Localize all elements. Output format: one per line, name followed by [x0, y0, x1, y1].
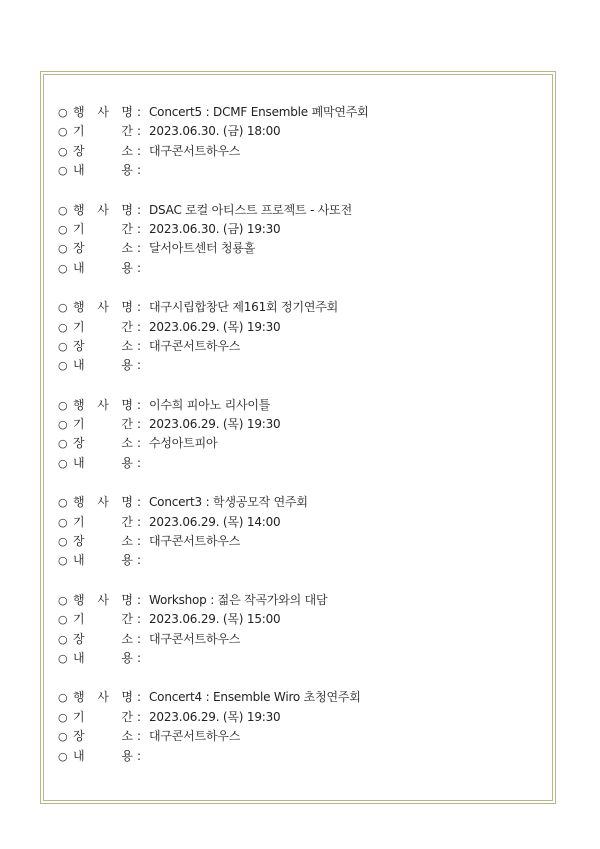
- event-name-row: [58, 396, 538, 415]
- label-char: 소: [121, 241, 133, 256]
- event-name-row: [58, 103, 538, 122]
- event-place-value: 대구콘서트하우스: [149, 338, 241, 353]
- label-char: 사: [97, 105, 109, 119]
- circle-bullet-icon: ○: [58, 261, 68, 275]
- field-colon: :: [137, 221, 142, 236]
- field-label: [73, 630, 137, 649]
- circle-bullet-icon: ○: [58, 593, 68, 607]
- circle-bullet-icon: ○: [58, 437, 68, 451]
- field-colon: :: [137, 105, 142, 119]
- circle-bullet-icon: ○: [58, 359, 68, 373]
- label-char: 장: [73, 729, 85, 744]
- event-place-value: 대구콘서트하우스: [149, 534, 241, 549]
- circle-bullet-icon: ○: [58, 651, 68, 665]
- circle-bullet-icon: ○: [58, 691, 68, 705]
- event-date-row: [58, 318, 538, 337]
- field-label: [73, 649, 137, 668]
- label-char: 용: [121, 650, 133, 665]
- label-char: 기: [73, 514, 85, 529]
- label-char: 간: [121, 514, 133, 529]
- event-place-value: 대구콘서트하우스: [149, 143, 241, 158]
- field-colon: :: [137, 592, 142, 607]
- event-name-row: [58, 688, 538, 707]
- label-char: 내: [73, 748, 85, 763]
- event-content-row: [58, 747, 538, 766]
- label-char: 소: [121, 729, 133, 744]
- field-label: [73, 396, 137, 415]
- event-date-row: [58, 513, 538, 532]
- field-colon: :: [137, 631, 142, 646]
- label-char: 내: [73, 455, 85, 470]
- label-char: 행: [73, 592, 85, 607]
- label-char: 기: [73, 124, 85, 139]
- label-char: 내: [73, 260, 85, 275]
- field-label: [73, 142, 137, 161]
- field-colon: :: [137, 163, 142, 178]
- event-content-row: [58, 551, 538, 570]
- field-colon: :: [137, 729, 142, 744]
- field-label: [73, 318, 137, 337]
- label-char: 장: [73, 436, 85, 451]
- field-colon: :: [137, 514, 142, 529]
- label-char: 사: [97, 397, 109, 412]
- field-colon: :: [137, 748, 142, 763]
- event-content-row: [58, 259, 538, 278]
- circle-bullet-icon: ○: [58, 710, 68, 724]
- label-char: 행: [73, 300, 85, 315]
- circle-bullet-icon: ○: [58, 222, 68, 236]
- label-char: 간: [121, 612, 133, 627]
- label-char: 소: [121, 631, 133, 646]
- label-char: 명: [121, 202, 133, 217]
- field-label: [73, 688, 137, 707]
- field-label: [73, 610, 137, 629]
- label-char: 내: [73, 553, 85, 568]
- event-date-row: [58, 122, 538, 141]
- field-colon: :: [137, 124, 142, 139]
- field-colon: :: [137, 397, 142, 412]
- field-colon: :: [137, 612, 142, 627]
- circle-bullet-icon: ○: [58, 730, 68, 744]
- field-label: [73, 454, 137, 473]
- label-char: 용: [121, 358, 133, 373]
- event-name-row: [58, 493, 538, 512]
- field-colon: :: [137, 202, 142, 217]
- label-char: 용: [121, 260, 133, 275]
- event-date-row: [58, 220, 538, 239]
- event-date-row: [58, 610, 538, 629]
- event-date-value: 2023.06.29. (목) 15:00: [149, 612, 281, 627]
- circle-bullet-icon: ○: [58, 496, 68, 510]
- field-label: [73, 161, 137, 180]
- label-char: 소: [121, 143, 133, 158]
- field-label: [73, 513, 137, 532]
- field-colon: :: [137, 455, 142, 470]
- field-label: [73, 532, 137, 551]
- field-label: [73, 591, 137, 610]
- circle-bullet-icon: ○: [58, 203, 68, 217]
- event-item: [58, 688, 538, 766]
- field-label: [73, 220, 137, 239]
- label-char: 용: [121, 163, 133, 178]
- label-char: 명: [121, 495, 133, 510]
- event-content-row: [58, 649, 538, 668]
- event-date-value: 2023.06.29. (목) 19:30: [149, 709, 281, 724]
- field-label: [73, 415, 137, 434]
- field-colon: :: [137, 260, 142, 275]
- label-char: 장: [73, 241, 85, 256]
- label-char: 소: [121, 436, 133, 451]
- label-char: 장: [73, 534, 85, 549]
- event-item: [58, 201, 538, 279]
- event-content-row: [58, 356, 538, 375]
- label-char: 장: [73, 143, 85, 158]
- circle-bullet-icon: ○: [58, 242, 68, 256]
- label-char: 행: [73, 690, 85, 705]
- event-name-value: 이수희 피아노 리사이틀: [149, 397, 271, 412]
- field-label: [73, 551, 137, 570]
- circle-bullet-icon: ○: [58, 632, 68, 646]
- label-char: 간: [121, 709, 133, 724]
- event-name-row: [58, 298, 538, 317]
- field-colon: :: [137, 553, 142, 568]
- circle-bullet-icon: ○: [58, 106, 68, 119]
- field-colon: :: [137, 690, 142, 705]
- field-colon: :: [137, 650, 142, 665]
- event-place-row: [58, 630, 538, 649]
- field-label: [73, 337, 137, 356]
- event-list: [58, 103, 538, 786]
- event-place-row: [58, 434, 538, 453]
- label-char: 행: [73, 397, 85, 412]
- field-label: [73, 727, 137, 746]
- event-date-row: [58, 415, 538, 434]
- circle-bullet-icon: ○: [58, 554, 68, 568]
- event-name-row: [58, 201, 538, 220]
- circle-bullet-icon: ○: [58, 125, 68, 139]
- circle-bullet-icon: ○: [58, 535, 68, 549]
- circle-bullet-icon: ○: [58, 301, 68, 315]
- label-char: 장: [73, 338, 85, 353]
- label-char: 소: [121, 534, 133, 549]
- field-label: [73, 103, 137, 122]
- field-label: [73, 708, 137, 727]
- field-colon: :: [137, 241, 142, 256]
- event-place-row: [58, 239, 538, 258]
- field-colon: :: [137, 300, 142, 315]
- field-label: [73, 122, 137, 141]
- event-item: [58, 298, 538, 376]
- label-char: 간: [121, 124, 133, 139]
- label-char: 명: [121, 300, 133, 315]
- event-place-value: 달서아트센터 청룡홀: [149, 241, 256, 256]
- field-label: [73, 434, 137, 453]
- event-date-value: 2023.06.30. (금) 18:00: [149, 124, 281, 139]
- label-char: 기: [73, 319, 85, 334]
- label-char: 장: [73, 631, 85, 646]
- label-char: 내: [73, 163, 85, 178]
- field-label: [73, 239, 137, 258]
- field-colon: :: [137, 709, 142, 724]
- event-content-row: [58, 454, 538, 473]
- field-colon: :: [137, 495, 142, 510]
- label-char: 사: [97, 690, 109, 705]
- field-colon: :: [137, 338, 142, 353]
- event-item: [58, 103, 538, 181]
- event-date-value: 2023.06.29. (목) 14:00: [149, 514, 281, 529]
- label-char: 간: [121, 221, 133, 236]
- label-char: 명: [121, 397, 133, 412]
- field-label: [73, 747, 137, 766]
- field-label: [73, 259, 137, 278]
- circle-bullet-icon: ○: [58, 456, 68, 470]
- circle-bullet-icon: ○: [58, 320, 68, 334]
- event-place-value: 수성아트피아: [149, 436, 218, 451]
- circle-bullet-icon: ○: [58, 613, 68, 627]
- event-name-row: [58, 591, 538, 610]
- label-char: 기: [73, 221, 85, 236]
- event-date-value: 2023.06.29. (목) 19:30: [149, 417, 281, 432]
- event-name-value: DSAC 로컬 아티스트 프로젝트 - 사또전: [149, 202, 352, 217]
- event-place-row: [58, 532, 538, 551]
- circle-bullet-icon: ○: [58, 339, 68, 353]
- label-char: 명: [121, 690, 133, 705]
- field-colon: :: [137, 534, 142, 549]
- label-char: 명: [121, 105, 133, 119]
- field-colon: :: [137, 436, 142, 451]
- field-label: [73, 201, 137, 220]
- label-char: 기: [73, 612, 85, 627]
- label-char: 사: [97, 300, 109, 315]
- circle-bullet-icon: ○: [58, 515, 68, 529]
- field-colon: :: [137, 143, 142, 158]
- event-date-row: [58, 708, 538, 727]
- circle-bullet-icon: ○: [58, 164, 68, 178]
- label-char: 행: [73, 202, 85, 217]
- event-place-row: [58, 727, 538, 746]
- event-date-value: 2023.06.29. (목) 19:30: [149, 319, 281, 334]
- label-char: 내: [73, 650, 85, 665]
- event-name-value: Concert3 : 학생공모작 연주회: [149, 495, 308, 510]
- event-name-value: Concert4 : Ensemble Wiro 초청연주회: [149, 690, 361, 705]
- circle-bullet-icon: ○: [58, 418, 68, 432]
- field-colon: :: [137, 358, 142, 373]
- event-place-row: [58, 337, 538, 356]
- label-char: 행: [73, 105, 85, 119]
- label-char: 기: [73, 417, 85, 432]
- event-place-value: 대구콘서트하우스: [149, 729, 241, 744]
- label-char: 사: [97, 592, 109, 607]
- label-char: 기: [73, 709, 85, 724]
- label-char: 내: [73, 358, 85, 373]
- label-char: 행: [73, 495, 85, 510]
- label-char: 용: [121, 748, 133, 763]
- label-char: 간: [121, 319, 133, 334]
- event-content-row: [58, 161, 538, 180]
- event-name-value: 대구시립합창단 제161회 정기연주회: [149, 300, 339, 315]
- label-char: 간: [121, 417, 133, 432]
- circle-bullet-icon: ○: [58, 144, 68, 158]
- event-date-value: 2023.06.30. (금) 19:30: [149, 221, 281, 236]
- event-item: [58, 396, 538, 474]
- field-label: [73, 356, 137, 375]
- event-name-value: Workshop : 젊은 작곡가와의 대담: [149, 592, 328, 607]
- label-char: 용: [121, 455, 133, 470]
- field-colon: :: [137, 319, 142, 334]
- label-char: 용: [121, 553, 133, 568]
- circle-bullet-icon: ○: [58, 398, 68, 412]
- field-colon: :: [137, 417, 142, 432]
- event-place-value: 대구콘서트하우스: [149, 631, 241, 646]
- circle-bullet-icon: ○: [58, 749, 68, 763]
- event-item: [58, 493, 538, 571]
- field-label: [73, 298, 137, 317]
- label-char: 사: [97, 202, 109, 217]
- event-item: [58, 591, 538, 669]
- label-char: 명: [121, 592, 133, 607]
- event-place-row: [58, 142, 538, 161]
- field-label: [73, 493, 137, 512]
- label-char: 사: [97, 495, 109, 510]
- label-char: 소: [121, 338, 133, 353]
- event-name-value: Concert5 : DCMF Ensemble 폐막연주회: [149, 105, 369, 119]
